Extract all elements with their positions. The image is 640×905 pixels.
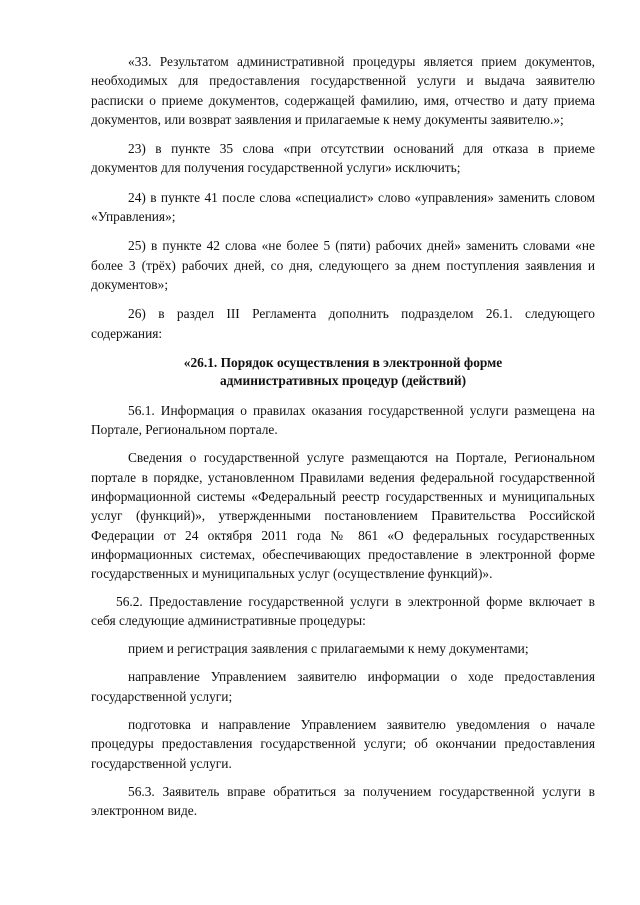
paragraph-25: 25) в пункте 42 слова «не более 5 (пяти) рабочих дней» заменить словами «не более 3 (трёх) рабочих дней, со дня, следующего за днем поступления заявления и документов»; (91, 238, 595, 292)
section-heading-line-1: «26.1. Порядок осуществления в электронной форме (183, 354, 503, 370)
document-page (91, 52, 595, 821)
section-heading (91, 354, 595, 390)
paragraph-24: 24) в пункте 41 после слова «специалист» слово «управления» заменить словом «Управления»; (91, 189, 595, 225)
paragraph-56-1: 56.1. Информация о правилах оказания государственной услуги размещена на Портале, Региональном портале. (91, 402, 595, 438)
paragraph-info: Сведения о государственной услуге размещаются на Портале, Региональном портале в порядке, установленном Правилами ведения федеральной государственной информационной системы «Федеральный реестр государственных и муниципальных услуг (функций)», утвержденными постановлением Правительства Российской Федерации от 24 октября 2011 года № 861 «О федеральных государственных информационных системах, обеспечивающих предоставление в электронной форме государственных и муниципальных услуг (осуществление функций)». (91, 450, 595, 582)
paragraph-56-3: 56.3. Заявитель вправе обратиться за получением государственной услуги в электронном виде. (91, 783, 595, 819)
paragraph-26: 26) в раздел III Регламента дополнить подразделом 26.1. следующего содержания: (91, 306, 595, 341)
paragraph-33: «33. Результатом административной процедуры является прием документов, необходимых для предоставления государственной услуги и выдача заявителю расписки о приеме документов, содержащей фамилию, имя, отчество и дату приема документов, или возврат заявления и прилагаемые к нему документы заявителю.»; (91, 54, 595, 127)
paragraph-23: 23) в пункте 35 слова «при отсутствии оснований для отказа в приеме документов для получения государственной услуги» исключить; (91, 141, 595, 176)
procedure-item-1: прием и регистрация заявления с прилагаемыми к нему документами; (128, 641, 529, 657)
paragraph-56-2: 56.2. Предоставление государственной услуги в электронной форме включает в себя следующие административные процедуры: (91, 593, 595, 628)
procedure-item-3: подготовка и направление Управлением заявителю уведомления о начале процедуры предоставления государственной услуги; об окончании предоставления государственной услуги. (91, 717, 595, 771)
procedure-item-2: направление Управлением заявителю информации о ходе предоставления государственной услуги; (91, 669, 595, 704)
section-heading-line-2: административных процедур (действий) (219, 372, 467, 388)
